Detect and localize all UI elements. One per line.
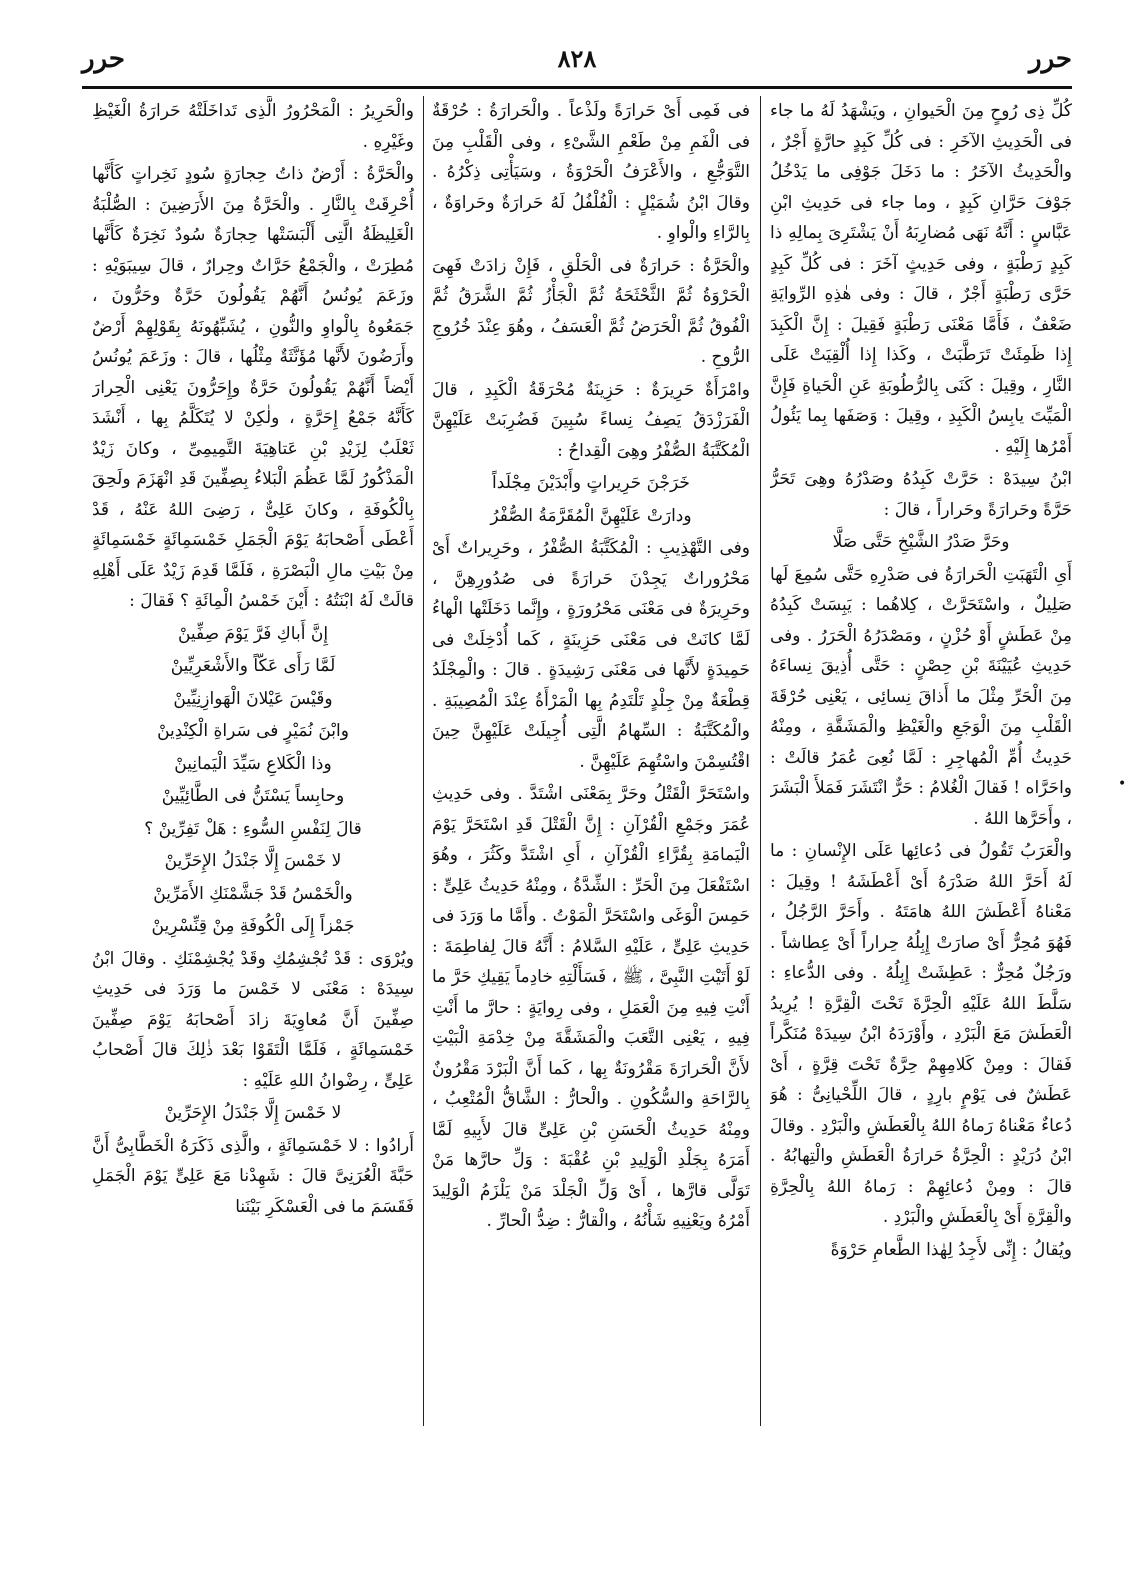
- verse-line: جَمْزاً إِلَى الْكُوفَةِ مِنْ قِنِّسْرِينْ: [151, 916, 355, 936]
- column-middle: [432, 96, 750, 1426]
- verse-line: إِنَّ أَباكِ فَرَّ يَوْمَ صِفِّينْ: [177, 623, 329, 644]
- verse-line: لا خَمْسَ إِلَّا جَنْدَلُ الإِحَرِّينْ: [164, 1103, 342, 1123]
- verse-line: وقَيْسَ عَيْلانَ الْهَوازِنِيِّينْ: [173, 688, 333, 709]
- page-number: ٨٢٨: [557, 44, 597, 73]
- column-right: [770, 96, 1072, 1426]
- margin-dot-mark: •: [1118, 776, 1127, 792]
- verse-line: وحابِساً يَسْتَنُّ فى الطَّائِيِّينْ: [161, 786, 345, 806]
- verse-line: وذا الْكَلاعِ سَيِّدَ الْيَمانِينْ: [174, 753, 332, 774]
- paragraph: وفى التَّهْذِيبِ : الْمُكَتَّبَةُ الصُّفْرُ ، وحَرِيراتٌ أَىْ مَحْرُوراتٌ يَجِدْنَ حَرارَةً فى صُدُورِهِنَّ ، وحَرِيرَةٌ فى مَعْنَى مَحْرُورَةٍ ، وإِنَّما دَخَلَتْها الْهاءُ لَمَّا كانَتْ فى مَعْنَى حَزِينَةٍ ، كَما أُدْخِلَتْ فى حَمِيدَةٍ لأَنَّها فى مَعْنَى رَشِيدَةٍ . قالَ : والْمِجْلَدُ قِطْعَةٌ مِنْ جِلْدٍ تَلْتَدِمُ بِها الْمَرْأَةُ عِنْدَ الْمُصِيبَةِ . والْمُكَتَّبَةُ : السِّهامُ الَّتِى أُجِيلَتْ عَلَيْهِنَّ حِينَ اقْتُسِمْنَ واسْتُهِمَ عَلَيْهِنَّ .: [432, 538, 750, 772]
- paragraph: وامْرَأَةٌ حَرِيرَةٌ : حَزِينَةٌ مُحْرَقَةُ الْكَبِدِ ، قالَ الْفَرَزْدَقُ يَصِفُ نِساءً سُبِينَ فَضُرِبَتْ عَلَيْهِنَّ الْمُكَتَّبَةُ الصُّفْرُ وهِىَ الْقِداحُ :: [432, 379, 750, 461]
- paragraph: واسْتَحَرَّ الْقَتْلُ وحَرَّ بِمَعْنَى اشْتَدَّ . وفى حَدِيثِ عُمَرَ وجَمْعِ الْقُرْآنِ : إِنَّ الْقَتْلَ قَدِ اسْتَحَرَّ يَوْمَ الْيَمامَةِ بِقُرَّاءِ الْقُرْآنِ ، أَىِ اشْتَدَّ وكَثُرَ ، وهُوَ اسْتَفْعَلَ مِنَ الْحَرِّ : الشِّدَّةُ ، ومِنْهُ حَدِيثُ عَلِىٍّ : حَمِسَ الْوَغَى واسْتَحَرَّ الْمَوْتُ . وأَمَّا ما وَرَدَ فى حَدِيثِ عَلِىٍّ ، عَلَيْهِ السَّلامُ : أَنَّهُ قالَ لِفاطِمَةَ : لَوْ أَتَيْتِ النَّبِىَّ ، ﷺ ، فَسَأَلْتِهِ خادِماً يَقِيكِ حَرَّ ما أَنْتِ فِيهِ مِنَ الْعَمَلِ ، وفى رِوايَةٍ : حارَّ ما أَنْتِ فِيهِ ، يَعْنِى التَّعَبَ والْمَشَقَّةَ مِنْ خِدْمَةِ الْبَيْتِ لأَنَّ الْحَرارَةَ مَقْرُونَةٌ بِها ، كَما أَنَّ الْبَرْدَ مَقْرُونٌ بِالرَّاحَةِ والسُّكُونِ . والْحارُّ : الشَّاقُّ الْمُتْعِبُ ، ومِنْهُ حَدِيثُ الْحَسَنِ بْنِ عَلِىٍّ قالَ لأَبِيهِ لَمَّا أَمَرَهُ بِجَلْدِ الْوَلِيدِ بْنِ عُقْبَةَ : وَلِّ حارَّها مَنْ تَوَلَّى قارَّها ، أَىْ وَلِّ الْجَلْدَ مَنْ يَلْزَمُ الْوَلِيدَ أَمْرُهُ ويَعْنِيهِ شَأْنُهُ ، والْقارُّ : ضِدُّ الْحارِّ .: [432, 784, 750, 1231]
- paragraph: أَرادُوا : لا خَمْسَمِائَةٍ ، والَّذِى ذَكَرَهُ الْخَطَّابِىُّ أَنَّ حَبَّةَ الْعُرَنِىَّ قالَ : شَهِدْنا مَعَ عَلِىٍّ يَوْمَ الْجَمَلِ فَقَسَمَ ما فى الْعَسْكَرِ بَيْنَنا: [92, 1135, 414, 1217]
- paragraph: والْعَرَبُ تَقُولُ فى دُعائِها عَلَى الإِنْسانِ : ما لَهُ أَحَرَّ اللهُ صَدْرَهُ أَىْ أَعْطَشَهُ ! وقِيلَ : مَعْناهُ أَعْطَشَ اللهُ هامَتَهُ . وأَحَرَّ الرَّجُلُ ، فَهُوَ مُحِرٌّ أَىْ صارَتْ إِبِلُهُ حِراراً أَىْ عِطاشاً . ورَجُلٌ مُحِرٌّ : عَطِشَتْ إِبِلُهُ . وفى الدُّعاءِ : سَلَّطَ اللهُ عَلَيْهِ الْحِرَّةَ تَحْتَ الْقِرَّةِ ! يُرِيدُ الْعَطَشَ مَعَ الْبَرْدِ ، وأَوْرَدَهُ ابْنُ سِيدَهْ مُنَكَّراً فَقالَ : ومِنْ كَلامِهِمْ حِرَّةٌ تَحْتَ قِرَّةٍ ، أَىْ عَطَشٌ فى يَوْمٍ بارِدٍ ، قالَ اللِّحْيانِىُّ : هُوَ دُعاءٌ مَعْناهُ رَماهُ اللهُ بِالْعَطَشِ والْبَرْدِ . وقالَ ابْنُ دُرَيْدٍ : الْحِرَّةُ حَرارَةُ الْعَطَشِ والْتِهابُهُ . قالَ : ومِنْ دُعائِهِمْ : رَماهُ اللهُ بِالْحِرَّةِ والْقِرَّةِ أَىْ بِالْعَطَشِ والْبَرْدِ .: [770, 841, 1072, 1227]
- column-left: [92, 96, 414, 1426]
- verse-line: والْخَمْسُ قَدْ جَشَّمْنَكِ الأَمَرِّينْ: [153, 883, 353, 904]
- paragraph: والْحَرِيرُ : الْمَحْرُورُ الَّذِى تَداخَلَتْهُ حَرارَةُ الْغَيْظِ وغَيْرِهِ .: [92, 101, 414, 152]
- header-rule: [82, 86, 1072, 89]
- verse-line: ودارَتْ عَلَيْهِنَّ الْمُقَرَّمَةُ الصُّفْرُ: [490, 505, 692, 526]
- page-header: [82, 44, 1072, 84]
- paragraph: فى فَمِى أَىْ حَرارَةً ولَذْعاً . والْحَرارَةُ : حُرْقَةٌ فى الْفَمِ مِنْ طَعْمِ الشَّىْءِ ، وفى الْقَلْبِ مِنَ التَّوَجُّعِ ، والأَعْرَفُ الْحَرْوَةُ ، وسَيَأْتِى ذِكْرُهُ . وقالَ ابْنُ شُمَيْلٍ : الْفُلْفُلُ لَهُ حَرارَةٌ وحَراوَةٌ ، بِالرَّاءِ والْواوِ .: [432, 101, 750, 243]
- paragraph: أَىِ الْتَهَبَتِ الْحَرارَةُ فى صَدْرِهِ حَتَّى سُمِعَ لَها صَلِيلٌ ، واسْتَحَرَّتْ ، كِلاهُما : يَبِسَتْ كَبِدُهُ مِنْ عَطَشٍ أَوْ حُزْنٍ ، ومَصْدَرُهُ الْحَرَرُ . وفى حَدِيثِ عُيَيْنَةَ بْنِ حِصْنٍ : حَتَّى أُذِيقَ نِساءَهُ مِنَ الْحَرِّ مِثْلَ ما أَذاقَ نِسائِى ، يَعْنِى حُرْقَةَ الْقَلْبِ مِنَ الْوَجَعِ والْغَيْظِ والْمَشَقَّةِ ، ومِنْهُ حَدِيثُ أُمِّ الْمُهاجِرِ : لَمَّا نُعِىَ عُمَرُ قالَتْ : واحَرَّاه ! فَقالَ الْغُلامُ : حَرٌّ انْتَشَرَ فَمَلأَ الْبَشَرَ ، وأَحَرَّها اللهُ .: [770, 564, 1072, 829]
- header-root-word-right: حرر: [1029, 44, 1072, 74]
- column-divider: [760, 96, 761, 1426]
- verse-line: وحَرَّ صَدْرُ الشَّيْخِ حَتَّى صَلَّا: [832, 532, 1010, 552]
- verse-line: خَرَجْنَ حَرِيراتٍ وأَبْدَيْنَ مِجْلَداً: [492, 473, 690, 493]
- header-root-word-left: حرر: [82, 44, 125, 74]
- paragraph: والْحَرَّةُ : حَرارَةٌ فى الْحَلْقِ ، فَإِنْ زادَتْ فَهِىَ الْحَرْوَةُ ثُمَّ الثَّحْثَحَةُ ثُمَّ الْجَأْزُ ثُمَّ الشَّرَقُ ثُمَّ الْفُوقُ ثُمَّ الْحَرَضُ ثُمَّ الْعَسَفُ ، وهُوَ عِنْدَ خُرُوجِ الرُّوحِ .: [432, 255, 750, 367]
- column-divider: [423, 96, 424, 1426]
- verse-line: قالَ لِنَفْسِ السُّوءِ : هَلْ تَفِرِّينْ ؟: [144, 818, 362, 839]
- verse-line: وابْنَ نُمَيْرٍ فى سَراةِ الْكِنْدِينْ: [157, 721, 349, 741]
- paragraph: ويُقالُ : إِنِّى لأَجِدُ لِهٰذا الطَّعامِ حَرْوَةً: [830, 1239, 1072, 1260]
- paragraph: كُلِّ ذِى رُوحٍ مِنَ الْحَيوانِ ، ويَشْهَدُ لَهُ ما جاء فى الْحَدِيثِ الآخَرِ : فى كُلِّ كَبِدٍ حارَّةٍ أَجْرٌ ، والْحَدِيثُ الآخَرُ : ما دَخَلَ جَوْفِى ما يَدْخُلُ جَوْفَ حَرَّانِ كَبِدٍ ، وما جاء فى حَدِيثِ ابْنِ عَبَّاسٍ : أَنَّهُ نَهَى مُضارِبَهُ أَنْ يَشْتَرِىَ بِمالِهِ ذا كَبِدٍ رَطْبَةٍ ، وفى حَدِيثٍ آخَرَ : فى كُلِّ كَبِدٍ حَرَّى رَطْبَةٍ أَجْرٌ ، قالَ : وفى هٰذِهِ الرِّوايَةِ ضَعْفٌ ، فَأَمَّا مَعْنَى رَطْبَةٍ فَقِيلَ : إِنَّ الْكَبِدَ إِذا ظَمِئَتْ تَرَطَّبَتْ ، وكَذا إِذا أُلْقِيَتْ عَلَى النَّارِ ، وقِيلَ : كَنَى بِالرُّطُوبَةِ عَنِ الْحَياةِ فَإِنَّ الْمَيِّتَ يابِسُ الْكَبِدِ ، وقِيلَ : وَصَفَها بِما يَئُولُ أَمْرُها إِلَيْهِ .: [770, 101, 1072, 457]
- paragraph: ابْنُ سِيدَهْ : حَرَّتْ كَبِدُهُ وصَدْرُهُ وهِىَ تَحَرُّ حَرَّةً وحَرارَةً وحَراراً ، قالَ :: [770, 469, 1072, 520]
- verse-line: لا خَمْسَ إِلَّا جَنْدَلُ الإِحَرِّينْ: [164, 851, 342, 871]
- paragraph: ويُرْوَى : قَدْ تُجْشِمُكِ وقَدْ يُجْشِمْنَكِ . وقالَ ابْنُ سِيدَهْ : مَعْنَى لا خَمْسَ ما وَرَدَ فى حَدِيثِ صِفِّينَ أَنَّ مُعاوِيَةَ زادَ أَصْحابَهُ يَوْمَ صِفِّينَ خَمْسَمِائَةٍ ، فَلَمَّا الْتَقَوْا بَعْدَ ذٰلِكَ قالَ أَصْحابُ عَلِىٍّ ، رِضْوانُ اللهِ عَلَيْهِ :: [92, 948, 414, 1091]
- verse-line: لَمَّا رَأَى عَكّاً والأَشْعَرِيِّينْ: [170, 656, 336, 676]
- paragraph: والْحَرَّةُ : أَرْضٌ ذاتُ حِجارَةٍ سُودٍ نَخِراتٍ كَأَنَّها أُحْرِقَتْ بِالنَّارِ . والْحَرَّةُ مِنَ الأَرَضِينَ : الصُّلْبَةُ الْغَلِيظَةُ الَّتِى أَلْبَسَتْها حِجارَةٌ سُودٌ نَخِرَةٌ كَأَنَّها مُطِرَتْ ، والْجَمْعُ حَرَّاتٌ وحِرارٌ ، قالَ سِيبَوَيْهِ : وزَعَمَ يُونُسُ أَنَّهُمْ يَقُولُونَ حَرَّةٌ وحَرُّونَ ، جَمَعُوهُ بِالْواوِ والنُّونِ ، يُشَبِّهُونَهُ بِقَوْلِهِمْ أَرْضٌ وأَرَضُونَ لأَنَّها مُؤَنَّثَةٌ مِثْلُها ، قالَ : وزَعَمَ يُونُسُ أَيْضاً أَنَّهُمْ يَقُولُونَ حَرَّةٌ وإِحَرُّونَ يَعْنِى الْحِرارَ كَأَنَّهُ جَمْعُ إِحَرَّةٍ ، ولٰكِنْ لا يُتَكَلَّمُ بِها ، أَنْشَدَ ثَعْلَبٌ لِزَيْدِ بْنِ عَتاهِيَةَ التَّمِيمِىِّ ، وكانَ زَيْدٌ الْمَذْكُورُ لَمَّا عَظُمَ الْبَلاءُ بِصِفِّينَ قَدِ انْهَزَمَ ولَحِقَ بِالْكُوفَةِ ، وكانَ عَلِىٌّ ، رَضِىَ اللهُ عَنْهُ ، قَدْ أَعْطَى أَصْحابَهُ يَوْمَ الْجَمَلِ خَمْسَمِائَةٍ خَمْسَمِائَةٍ مِنْ بَيْتِ مالِ الْبَصْرَةِ ، فَلَمَّا قَدِمَ زَيْدٌ عَلَى أَهْلِهِ قالَتْ لَهُ ابْنَتُهُ : أَيْنَ خَمْسُ الْمِائَةِ ؟ فَقالَ :: [92, 164, 414, 611]
